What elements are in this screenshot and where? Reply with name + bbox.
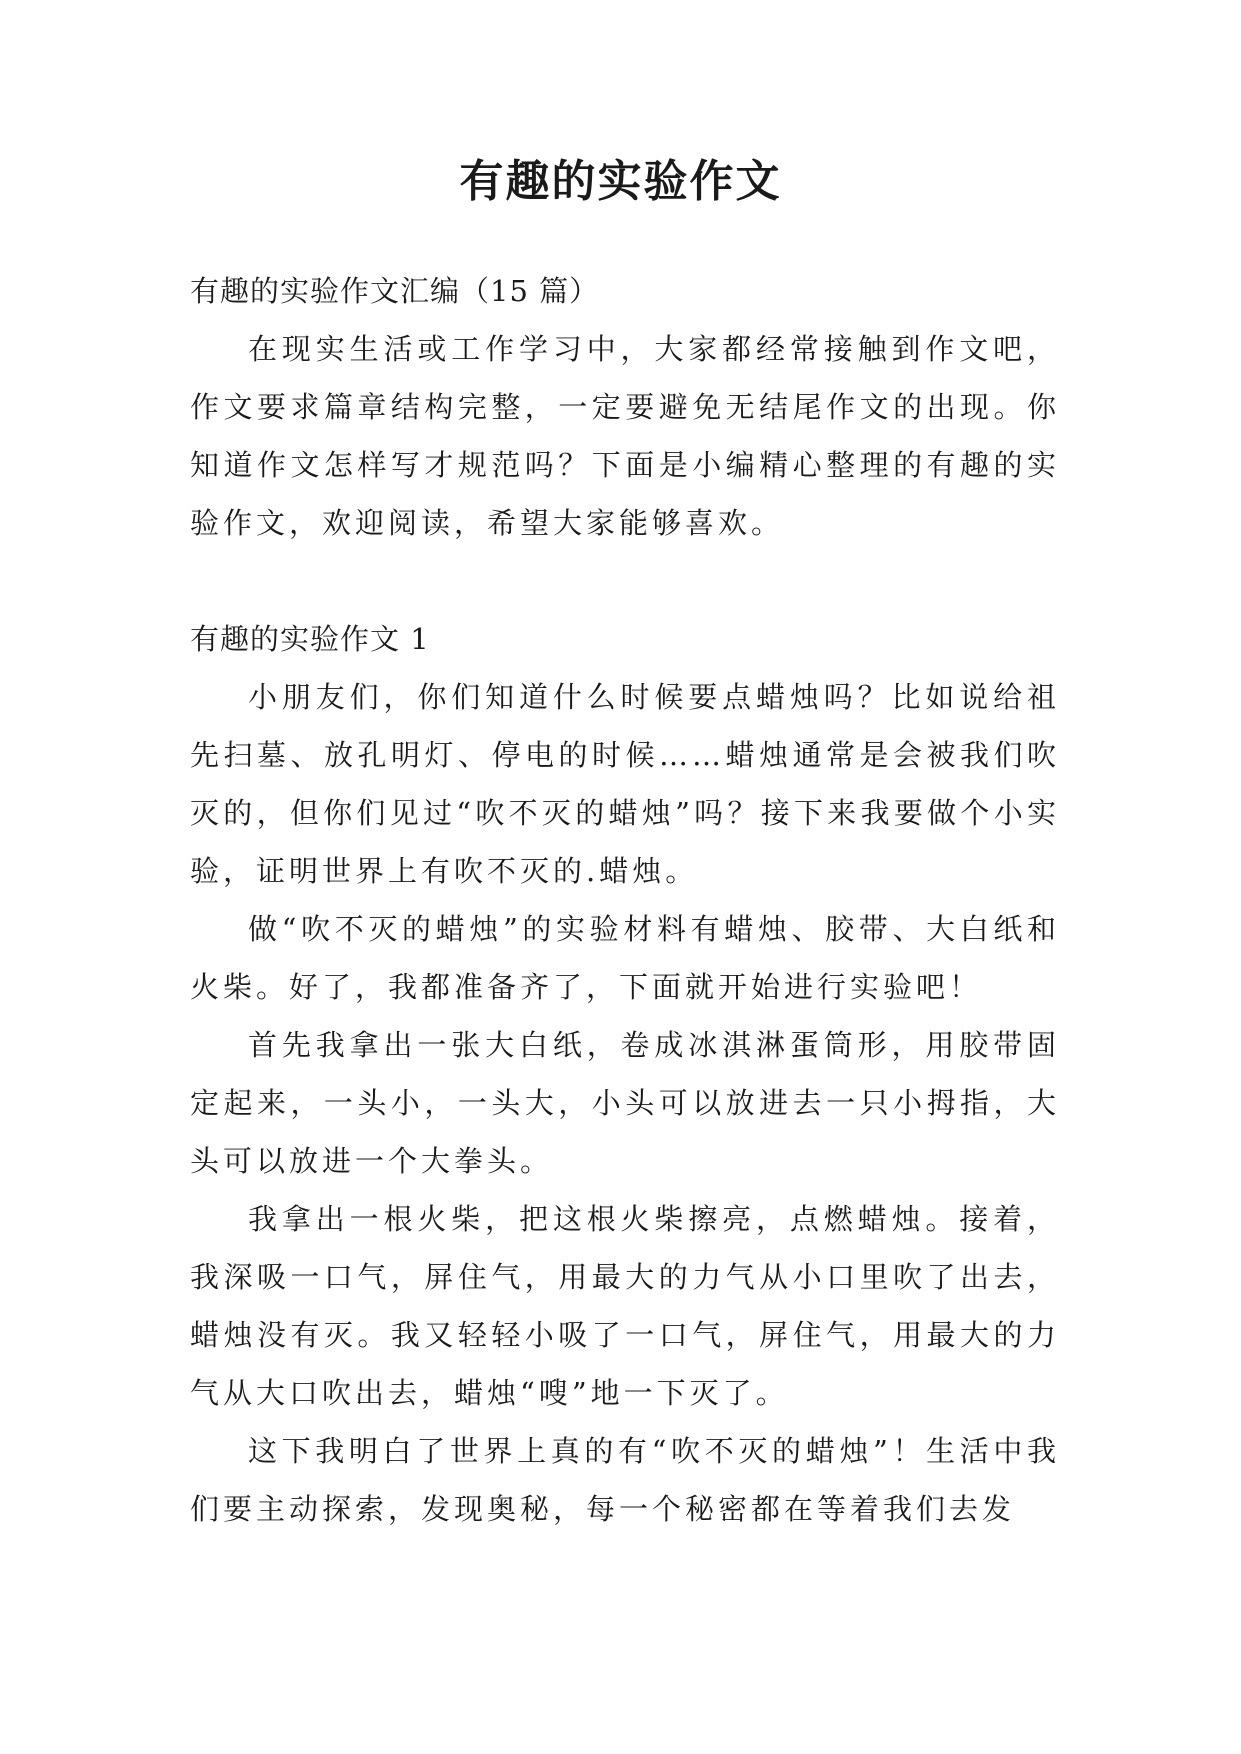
body-paragraph-3: 首先我拿出一张大白纸，卷成冰淇淋蛋筒形，用胶带固定起来，一头小，一头大，小头可以放进去一只小拇指，大头可以放进一个大拳头。	[190, 1028, 1060, 1178]
body-paragraph-4: 我拿出一根火柴，把这根火柴擦亮，点燃蜡烛。接着，我深吸一口气，屏住气，用最大的力气从小口里吹了出去，蜡烛没有灭。我又轻轻小吸了一口气，屏住气，用最大的力气从大口吹出去，蜡烛“嗖”地一下灭了。	[190, 1202, 1060, 1410]
body-paragraph-1: 小朋友们，你们知道什么时候要点蜡烛吗？比如说给祖先扫墓、放孔明灯、停电的时候……蜡烛通常是会被我们吹灭的，但你们见过“吹不灭的蜡烛”吗？接下来我要做个小实验，证明世界上有吹不灭的.蜡烛。	[190, 680, 1060, 888]
document-title: 有趣的实验作文	[459, 156, 782, 207]
body-paragraph-2: 做“吹不灭的蜡烛”的实验材料有蜡烛、胶带、大白纸和火柴。好了，我都准备齐了，下面就开始进行实验吧！	[190, 912, 1060, 1004]
section-spacer	[190, 552, 1060, 610]
body-paragraph-5: 这下我明白了世界上真的有“吹不灭的蜡烛”！生活中我们要主动探索，发现奥秘，每一个秘密都在等着我们去发	[190, 1434, 1060, 1526]
collection-subtitle: 有趣的实验作文汇编（15 篇）	[190, 274, 600, 308]
document-body	[190, 262, 1060, 1538]
section-heading: 有趣的实验作文 1	[190, 622, 430, 656]
intro-paragraph: 在现实生活或工作学习中，大家都经常接触到作文吧，作文要求篇章结构完整，一定要避免无结尾作文的出现。你知道作文怎样写才规范吗？下面是小编精心整理的有趣的实验作文，欢迎阅读，希望大家能够喜欢。	[190, 332, 1060, 540]
